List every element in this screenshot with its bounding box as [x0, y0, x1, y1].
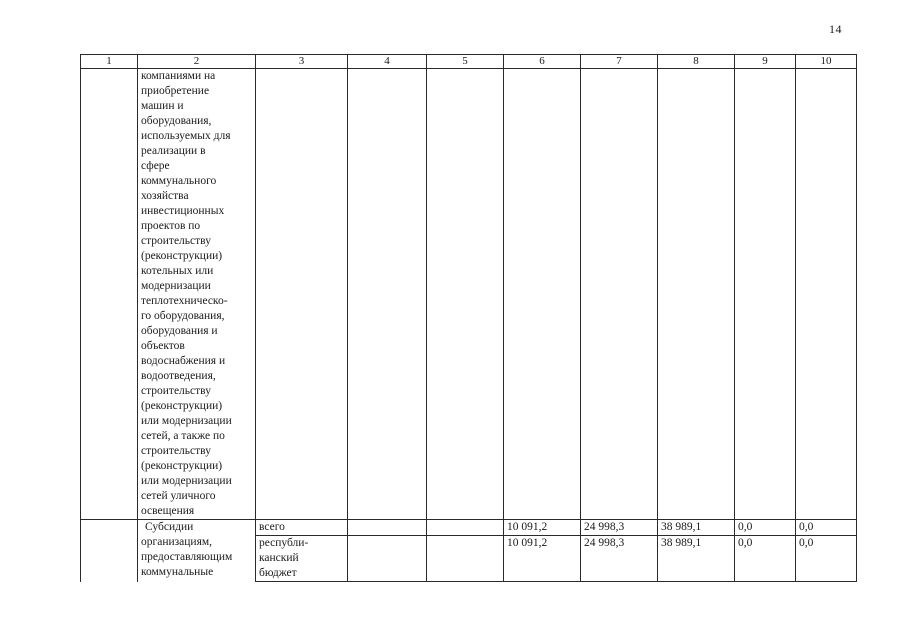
value-cell: 0,0 — [796, 536, 857, 582]
column-number: 3 — [256, 55, 348, 69]
column-number: 8 — [658, 55, 735, 69]
value-cell: 24 998,3 — [581, 536, 658, 582]
description-line: котельных или — [141, 265, 214, 277]
empty-cell — [427, 536, 504, 582]
budget-table — [80, 54, 857, 582]
description-line: или модернизации — [141, 475, 232, 487]
column-number: 10 — [796, 55, 857, 69]
empty-cell — [81, 69, 138, 520]
empty-cell — [348, 69, 427, 520]
empty-cell — [81, 520, 138, 582]
empty-cell — [427, 520, 504, 536]
description-line: сфере — [141, 160, 170, 172]
column-number: 5 — [427, 55, 504, 69]
empty-cell — [581, 69, 658, 520]
description-line: (реконструкции) — [141, 250, 223, 262]
table-row — [81, 520, 857, 536]
description-line: теплотехническо- — [141, 295, 228, 307]
description-line: (реконструкции) — [141, 400, 223, 412]
description-line: строительству — [141, 445, 211, 457]
source-line: бюджет — [259, 567, 297, 579]
description-line: (реконструкции) — [141, 460, 223, 472]
source-line: канский — [259, 552, 299, 564]
description-line: используемых для — [141, 130, 231, 142]
value-cell: 0,0 — [796, 520, 857, 536]
description-line: водоотведения, — [141, 370, 216, 382]
value-cell: 24 998,3 — [581, 520, 658, 536]
column-number: 1 — [81, 55, 138, 69]
empty-cell — [256, 69, 348, 520]
column-number: 6 — [504, 55, 581, 69]
description-line: предоставляющим — [141, 551, 233, 563]
description-line: организациям, — [141, 536, 213, 548]
funding-source — [256, 536, 348, 582]
description-line: проектов по — [141, 220, 201, 232]
description-line: оборудования, — [141, 115, 212, 127]
description-line: освещения — [141, 505, 195, 517]
source-line: всего — [259, 521, 285, 533]
value-cell: 0,0 — [735, 536, 796, 582]
column-number: 7 — [581, 55, 658, 69]
empty-cell — [735, 69, 796, 520]
source-line: республи- — [259, 537, 309, 549]
description-line: сетей, а также по — [141, 430, 225, 442]
description-line: компаниями на — [141, 70, 216, 82]
value-cell: 10 091,2 — [504, 536, 581, 582]
description-line: коммунального — [141, 175, 217, 187]
subsidy-description — [138, 520, 256, 582]
description-line: коммунальные — [141, 566, 214, 578]
empty-cell — [504, 69, 581, 520]
column-number: 2 — [138, 55, 256, 69]
description-line: реализации в — [141, 145, 206, 157]
value-cell: 0,0 — [735, 520, 796, 536]
description-line: объектов — [141, 340, 185, 352]
continuation-description — [138, 69, 256, 520]
description-line: хозяйства — [141, 190, 189, 202]
column-number: 4 — [348, 55, 427, 69]
value-cell: 38 989,1 — [658, 536, 735, 582]
description-line: инвестиционных — [141, 205, 225, 217]
funding-source — [256, 520, 348, 536]
description-line: Субсидии — [145, 521, 194, 533]
column-number: 9 — [735, 55, 796, 69]
empty-cell — [348, 520, 427, 536]
empty-cell — [658, 69, 735, 520]
description-line: го оборудования, — [141, 310, 225, 322]
empty-cell — [427, 69, 504, 520]
description-line: строительству — [141, 385, 211, 397]
continuation-row — [81, 69, 857, 520]
description-line: приобретение — [141, 85, 210, 97]
empty-cell — [796, 69, 857, 520]
description-line: строительству — [141, 235, 211, 247]
column-number-row — [81, 55, 857, 69]
value-cell: 10 091,2 — [504, 520, 581, 536]
empty-cell — [348, 536, 427, 582]
description-line: водоснабжения и — [141, 355, 226, 367]
page-number: 14 — [829, 22, 842, 36]
description-line: сетей уличного — [141, 490, 216, 502]
description-line: модернизации — [141, 280, 211, 292]
value-cell: 38 989,1 — [658, 520, 735, 536]
description-line: оборудования и — [141, 325, 218, 337]
description-line: машин и — [141, 100, 184, 112]
description-line: или модернизации — [141, 415, 232, 427]
